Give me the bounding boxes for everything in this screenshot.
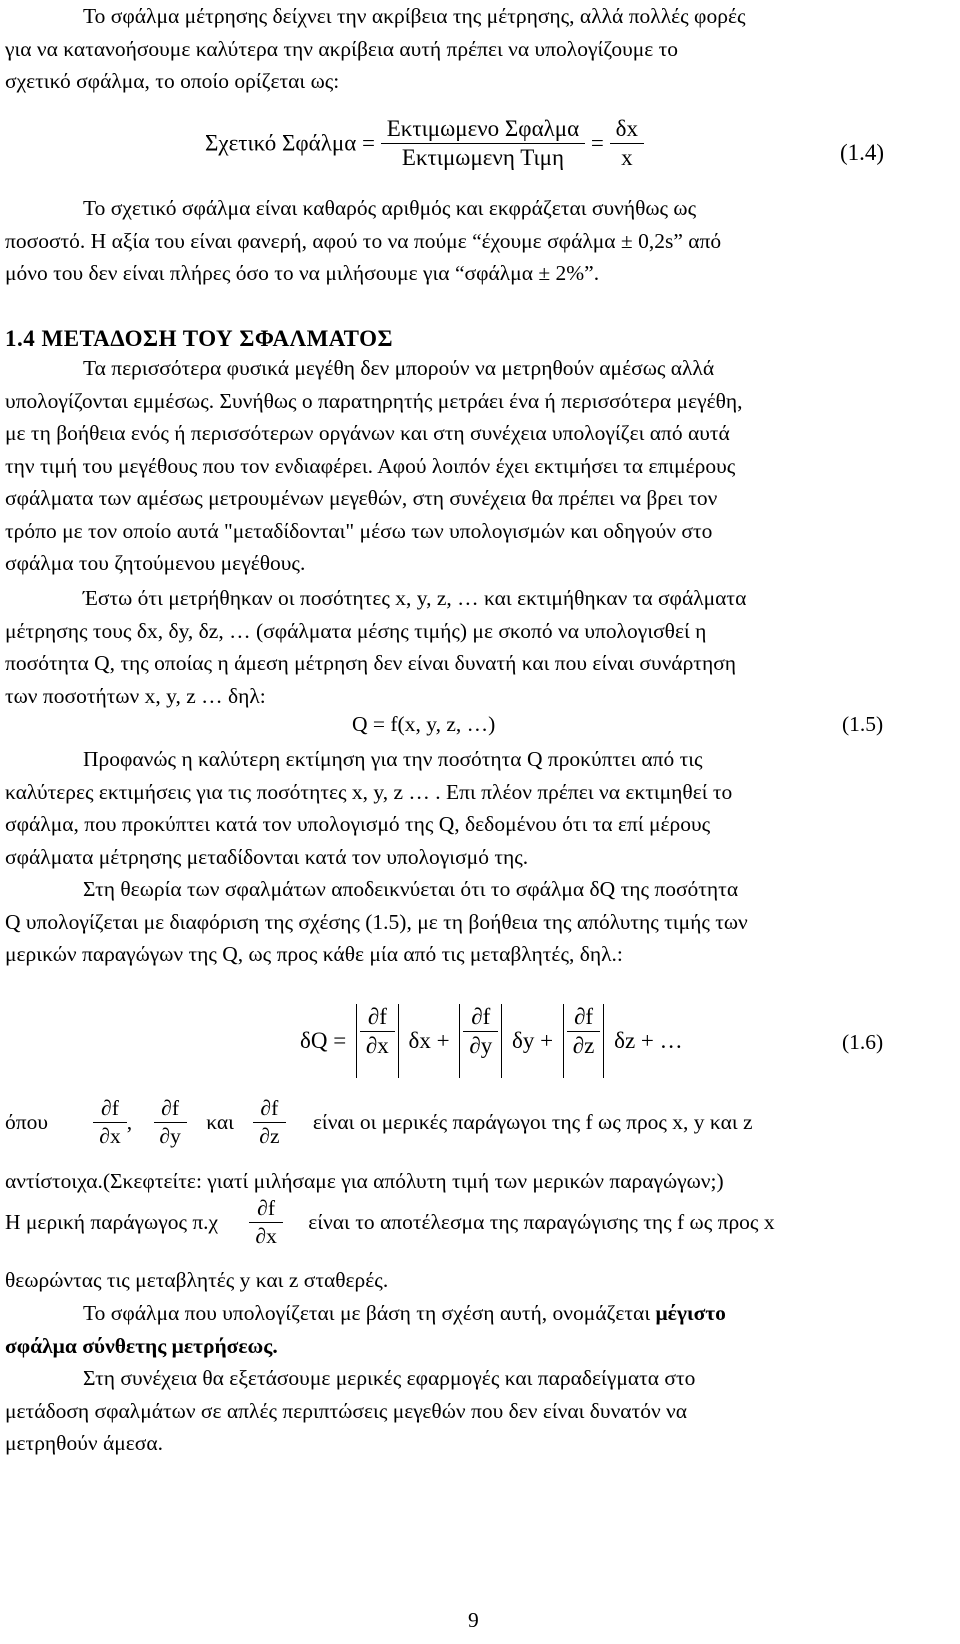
- section-heading: 1.4 ΜΕΤΑΔΟΣΗ ΤΟΥ ΣΦΑΛΜΑΤΟΣ: [5, 326, 394, 351]
- text-line: σφάλματα των αμέσως μετρουμένων μεγεθών, στη συνέχεια θα πρέπει να βρει τον: [5, 486, 718, 510]
- text-line: αντίστοιχα.(Σκεφτείτε: γιατί μιλήσαμε για απόλυτη τιμή των μερικών παραγώγων;): [5, 1169, 724, 1193]
- text-line: ποσοστό. Η αξία του είναι φανερή, αφού το να πούμε “έχουμε σφάλμα ± 0,2s” από: [5, 228, 722, 253]
- fraction-numerator: ∂f: [471, 1004, 491, 1029]
- partial-derivative-fraction: [463, 1004, 498, 1059]
- text-line: υπολογίζονται εμμέσως. Συνήθως ο παρατηρητής μετράει ένα ή περισσότερα μεγέθη,: [5, 388, 743, 413]
- paragraph-max-error: [5, 1297, 960, 1362]
- fraction-denominator: x: [610, 143, 644, 171]
- text-line: Τα περισσότερα φυσικά μεγέθη δεν μπορούν να μετρηθούν αμέσως αλλά: [83, 356, 715, 380]
- fraction-numerator: ∂f: [260, 1096, 279, 1120]
- equation-1-5: Q = f(x, y, z, …): [352, 712, 496, 736]
- partial-df-dz: [253, 1096, 285, 1149]
- equation-lhs: δQ =: [300, 1028, 347, 1053]
- text-line: για να κατανοήσουμε καλύτερα την ακρίβεια αυτή πρέπει να υπολογίζουμε το: [5, 36, 679, 61]
- text-line: μόνο του δεν είναι πλήρες όσο το να μιλήσουμε για “σφάλμα ± 2%”.: [5, 261, 600, 285]
- text-line: [5, 1330, 960, 1363]
- partials-line: [5, 1096, 753, 1149]
- text-line: Το σφάλμα μέτρησης δείχνει την ακρίβεια της μέτρησης, αλλά πολλές φορές: [83, 4, 746, 28]
- fraction-denominator: ∂x: [360, 1031, 395, 1059]
- paragraph-next: [5, 1362, 960, 1460]
- partial-derivative-fraction: [567, 1004, 601, 1059]
- fraction-denominator: ∂y: [154, 1122, 187, 1149]
- text-line: μέτρησης τους δx, δy, δz, … (σφάλματα μέσης τιμής) με σκοπό να υπολογισθεί η: [5, 618, 707, 643]
- fraction-denominator: ∂z: [567, 1031, 601, 1059]
- text-line: σφάλμα του ζητούμενου μεγέθους.: [5, 551, 306, 575]
- fraction-denominator: ∂y: [463, 1031, 498, 1059]
- text-line: Προφανώς η καλύτερη εκτίμηση για την ποσότητα Q προκύπτει από τις: [83, 747, 703, 771]
- absolute-value-df-dz: [563, 1004, 605, 1078]
- fraction-estimated-error: [381, 116, 585, 171]
- partial-df-dx: [93, 1096, 126, 1149]
- fraction-numerator: δx: [615, 116, 638, 141]
- text-phrase: είναι το αποτέλεσμα της παραγώγισης της f ως προς x: [308, 1210, 775, 1234]
- paragraph-respectively: [5, 1165, 960, 1198]
- partial-df-dx-example: [249, 1196, 282, 1249]
- equation-term: δx +: [408, 1028, 450, 1053]
- equation-lhs: Σχετικό Σφάλμα =: [205, 130, 375, 156]
- paragraph-propagation: [5, 352, 960, 580]
- text-line: Στη θεωρία των σφαλμάτων αποδεικνύεται ότι το σφάλμα δQ της ποσότητα: [83, 877, 739, 901]
- fraction-numerator: ∂f: [367, 1004, 387, 1029]
- fraction-denominator: ∂x: [93, 1122, 126, 1149]
- text-line: σφάλματα μέτρησης μεταδίδονται κατά τον υπολογισμό της.: [5, 844, 529, 869]
- fraction-numerator: ∂f: [101, 1096, 119, 1120]
- fraction-numerator: ∂f: [161, 1096, 180, 1120]
- text-line: μετάδοση σφαλμάτων σε απλές περιπτώσεις μεγεθών που δεν είναι δυνατόν να: [5, 1398, 688, 1423]
- equation-label-1-5: (1.5): [842, 712, 884, 736]
- fraction-denominator: ∂x: [249, 1222, 282, 1249]
- fraction-denominator: ∂z: [253, 1122, 285, 1149]
- equation-1-6: [300, 1004, 683, 1078]
- fraction-dx-over-x: [610, 116, 644, 171]
- text-line: Το σχετικό σφάλμα είναι καθαρός αριθμός και εκφράζεται συνήθως ως: [83, 196, 697, 220]
- equation-1-4: [205, 116, 644, 171]
- text-phrase: Το σφάλμα που υπολογίζεται με βάση τη σχέση αυτή, ονομάζεται: [83, 1301, 656, 1325]
- text-phrase: Η μερική παράγωγος π.χ: [5, 1210, 219, 1234]
- text-line: Στη συνέχεια θα εξετάσουμε μερικές εφαρμογές και παραδείγματα στο: [83, 1366, 696, 1390]
- partial-df-dy: [154, 1096, 187, 1149]
- partial-derivative-fraction: [360, 1004, 395, 1059]
- text-line: με τη βοήθεια ενός ή περισσότερων οργάνων και στη συνέχεια υπολογίζει από αυτά: [5, 421, 730, 445]
- paragraph-intro: [5, 0, 960, 98]
- text-line: [5, 1297, 960, 1330]
- equation-term: δy +: [511, 1028, 554, 1053]
- paragraph-constants: [5, 1264, 960, 1297]
- fraction-denominator: Εκτιμωμενη Τιμη: [381, 143, 585, 171]
- page-number: 9: [468, 1608, 479, 1632]
- text-word: όπου: [5, 1110, 48, 1134]
- equation-term: δz + …: [614, 1028, 683, 1053]
- text-line: την τιμή του μεγέθους που τον ενδιαφέρει. Αφού λοιπόν έχει εκτιμήσει τα επιμέρους: [5, 453, 736, 478]
- text-word: και: [206, 1110, 234, 1134]
- text-line: ποσότητα Q, της οποίας η άμεση μέτρηση δεν είναι δυνατή και που είναι συνάρτηση: [5, 651, 737, 675]
- text-line: Q υπολογίζεται με διαφόριση της σχέσης (1.5), με τη βοήθεια της απόλυτης τιμής των: [5, 909, 748, 934]
- text-line: θεωρώντας τις μεταβλητές y και z σταθερές.: [5, 1268, 389, 1292]
- paragraph-best-estimate: [5, 743, 960, 873]
- text-line: των ποσοτήτων x, y, z … δηλ:: [5, 683, 266, 708]
- fraction-numerator: ∂f: [257, 1196, 276, 1220]
- comma: ,: [126, 1110, 133, 1134]
- text-line: καλύτερες εκτιμήσεις για τις ποσότητες x, y, z … . Επι πλέον πρέπει να εκτιμηθεί το: [5, 779, 733, 804]
- bold-term: μέγιστο: [655, 1301, 726, 1325]
- equals-sign: =: [590, 130, 604, 156]
- fraction-numerator: ∂f: [574, 1004, 594, 1029]
- text-line: σφάλμα, που προκύπτει κατά τον υπολογισμό της Q, δεδομένου ότι τα επί μέρους: [5, 812, 711, 836]
- text-phrase: είναι οι μερικές παράγωγοι της f ως προς x, y και z: [312, 1110, 753, 1134]
- equation-label-1-4: (1.4): [840, 140, 885, 165]
- absolute-value-df-dy: [459, 1004, 502, 1078]
- paragraph-theory: [5, 873, 960, 971]
- text-line: μετρηθούν άμεσα.: [5, 1431, 164, 1455]
- text-line: μερικών παραγώγων της Q, ως προς κάθε μία από τις μεταβλητές, δηλ.:: [5, 942, 623, 966]
- partial-example-line: [5, 1196, 775, 1249]
- paragraph-quantities: [5, 582, 960, 712]
- fraction-numerator: Εκτιμωμενο Σφαλμα: [386, 116, 580, 141]
- paragraph-relative-error: [5, 192, 960, 290]
- text-line: Έστω ότι μετρήθηκαν οι ποσότητες x, y, z, … και εκτιμήθηκαν τα σφάλματα: [83, 586, 747, 610]
- equation-label-1-6: (1.6): [842, 1030, 884, 1054]
- absolute-value-df-dx: [356, 1004, 399, 1078]
- text-line: σχετικό σφάλμα, το οποίο ορίζεται ως:: [5, 69, 340, 93]
- bold-term: σφάλμα σύνθετης μετρήσεως.: [5, 1333, 278, 1358]
- text-line: τρόπο με τον οποίο αυτά "μεταδίδονται" μέσω των υπολογισμών και οδηγούν στο: [5, 518, 713, 543]
